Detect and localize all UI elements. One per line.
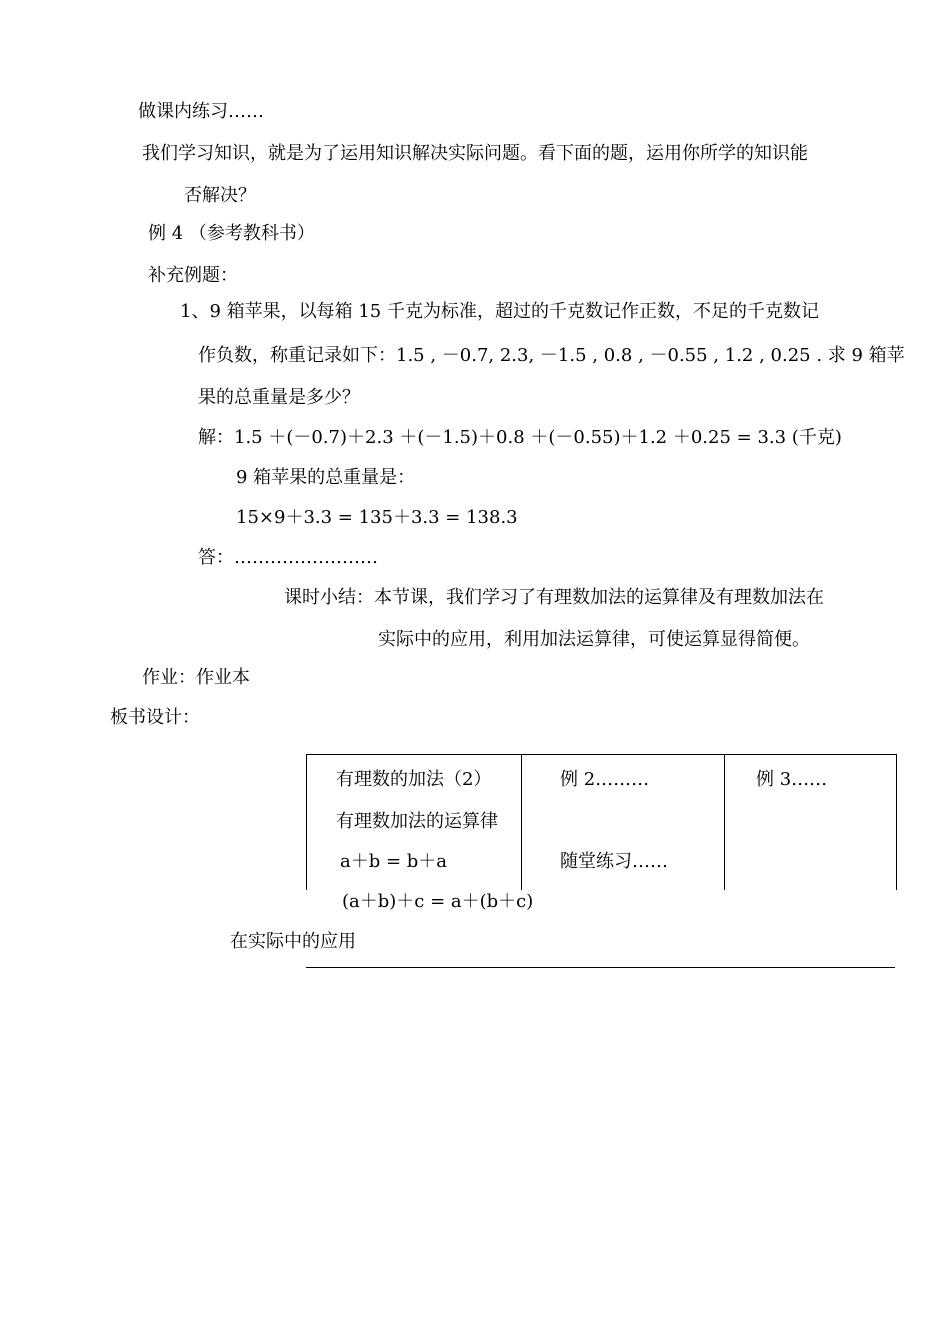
summary-line-1: 课时小结：本节课，我们学习了有理数加法的运算律及有理数加法在: [284, 587, 824, 608]
intro-line-1: 我们学习知识，就是为了运用知识解决实际问题。看下面的题，运用你所学的知识能: [142, 143, 808, 164]
intro-line-2: 否解决？: [184, 185, 256, 206]
summary-line-2: 实际中的应用，利用加法运算律，可使运算显得简便。: [378, 629, 810, 650]
homework-line: 作业：作业本: [142, 667, 250, 688]
classwork-line: 做课内练习……: [138, 101, 264, 122]
table-divider-1: [521, 754, 522, 890]
board-col1-title: 有理数的加法（2）: [336, 769, 492, 790]
board-col1-subtitle: 有理数加法的运算律: [336, 811, 498, 832]
table-divider-2: [724, 754, 725, 890]
board-col3-example: 例 3……: [756, 769, 828, 790]
board-col2-practice: 随堂练习……: [560, 851, 668, 872]
problem-line-3: 果的总重量是多少？: [198, 387, 360, 408]
example-4-line: 例 4 （参考教科书）: [148, 223, 315, 244]
table-right-border: [896, 754, 897, 890]
problem-line-2: 作负数，称重记录如下：1.5 , －0.7, 2.3, －1.5 , 0.8 , －0.55 , 1.2 , 0.25 . 求 9 箱苹: [198, 345, 905, 366]
answer-line: 答：……………………: [198, 547, 378, 568]
board-col1-law1: a＋b = b＋a: [340, 851, 448, 872]
board-col1-law2: (a＋b)＋c = a＋(b＋c): [342, 891, 534, 912]
solution-step-1: 解：1.5 ＋(－0.7)＋2.3 ＋(－1.5)＋0.8 ＋(－0.55)＋1.2 ＋0.25 = 3.3 (千克): [198, 427, 842, 448]
solution-step-2: 9 箱苹果的总重量是：: [236, 467, 416, 488]
board-col2-example: 例 2………: [560, 769, 650, 790]
table-top-border: [306, 754, 897, 755]
table-left-border: [306, 754, 307, 890]
supplement-heading: 补充例题：: [148, 265, 238, 286]
table-bottom-rule: [306, 967, 895, 968]
solution-step-3: 15×9＋3.3 = 135＋3.3 = 138.3: [236, 507, 518, 528]
board-design-heading: 板书设计：: [110, 707, 200, 728]
problem-line-1: 1、9 箱苹果，以每箱 15 千克为标准，超过的千克数记作正数，不足的千克数记: [180, 301, 819, 322]
board-col1-application: 在实际中的应用: [230, 931, 356, 952]
